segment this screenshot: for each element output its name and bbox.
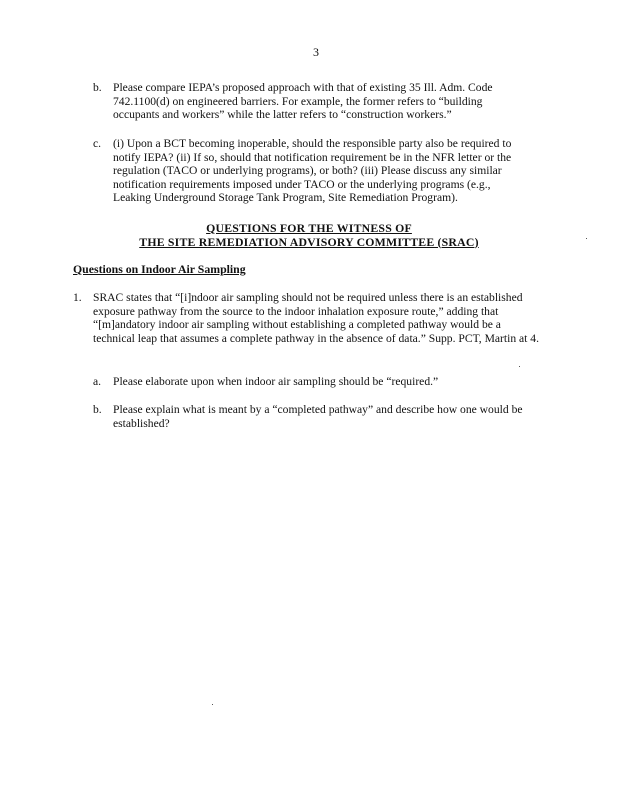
list-item-c: [93, 137, 543, 205]
question-1: [73, 291, 543, 345]
subheading: Questions on Indoor Air Sampling: [73, 262, 246, 276]
item-text: Please elaborate upon when indoor air sampling should be “required.”: [113, 375, 439, 388]
list-item-b: [93, 81, 533, 122]
scan-speck: [212, 704, 213, 705]
item-marker: c.: [93, 137, 102, 150]
heading-line-2: THE SITE REMEDIATION ADVISORY COMMITTEE (SRAC): [139, 234, 479, 249]
list-item-a: [93, 375, 533, 389]
heading-line-1: QUESTIONS FOR THE WITNESS OF: [206, 221, 412, 235]
list-item-b-bottom: [93, 403, 543, 430]
page-number: 3: [313, 45, 319, 59]
item-text: (i) Upon a BCT becoming inoperable, should the responsible party also be required to notify IEPA? (ii) If so, should that notification requirement be in the NFR letter or the regulation (TACO or underlying programs), or both? (iii) Please discuss any similar notification requirements imposed under TACO or the underlying programs (e.g., Leaking Underground Storage Tank Program, Site Remediation Program).: [113, 137, 512, 205]
item-marker: a.: [93, 375, 102, 388]
item-text: Please compare IEPA’s proposed approach with that of existing 35 Ill. Adm. Code 742.1100(d) on engineered barriers. For example, the former refers to “building occupants and workers” while the latter refers to “construction workers.”: [113, 81, 493, 122]
question-text: SRAC states that “[i]ndoor air sampling should not be required unless there is an established exposure pathway from the source to the indoor inhalation exposure route,” adding that “[m]andatory indoor air sampling without establishing a completed pathway would be a technical leap that assumes a complete pathway in the absence of data.” Supp. PCT, Martin at 4.: [93, 291, 540, 345]
section-heading: [0, 222, 618, 249]
scan-speck: [586, 238, 587, 239]
scan-speck: [519, 366, 520, 367]
item-text: Please explain what is meant by a “completed pathway” and describe how one would be established?: [113, 403, 523, 430]
item-marker: b.: [93, 403, 102, 416]
item-marker: b.: [93, 81, 102, 94]
question-marker: 1.: [73, 291, 82, 304]
